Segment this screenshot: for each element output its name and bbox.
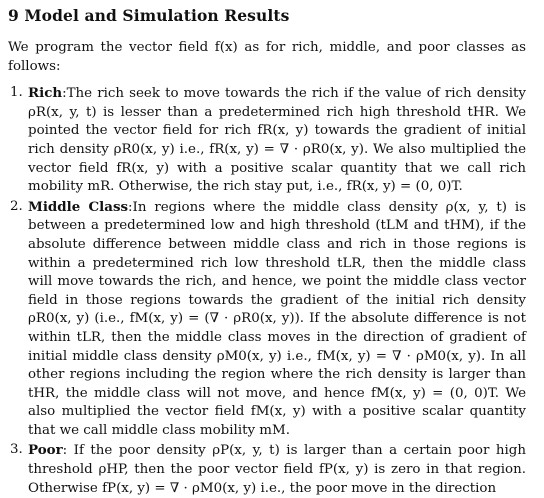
list-item-middle-class (8, 198, 526, 441)
item-title-rich: Rich (28, 85, 63, 102)
item-text-middle-class: :In regions where the middle class density ρ(x, y, t) is between a predetermined low and high threshold (tLM and tHM), if the absolute difference between middle class and rich in those regions is within a predetermined rich low threshold tLR, then the middle class will move towards the rich, and hence, we point the middle class vector field in those regions towards the gradient of the initial rich density ρR0(x, y) (i.e., fM(x, y) = (∇ · ρR0(x, y)). If the absolute difference is not within tLR, then the middle class moves in the direction of gradient of initial middle class density ρM0(x, y) i.e., fM(x, y) = ∇ · ρM0(x, y). In all other regions including the region where the rich density is larger than tHR, the middle class will not move, and hence fM(x, y) = (0, 0)T. We also multiplied the vector field fM(x, y) with a positive scalar quantity that we call middle class mobility mM. (28, 199, 527, 438)
item-number: 3. (10, 442, 23, 458)
item-title-poor: Poor (28, 442, 63, 459)
section-title: 9 Model and Simulation Results (8, 6, 290, 25)
item-text-poor: : If the poor density ρP(x, y, t) is larger than a certain poor high threshold ρHP, then the poor vector field fP(x, y) is zero in that region. Otherwise fP(x, y) = ∇ · ρM0(x, y) i.e., the poor move in the direction (28, 443, 526, 496)
class-list (8, 84, 526, 498)
item-text-rich: :The rich seek to move towards the rich if the value of rich density ρR(x, y, t) is lesser than a predetermined rich high threshold tHR. We pointed the vector field for rich fR(x, y) towards the gradient of initial rich density ρR0(x, y) i.e., fR(x, y) = ∇ · ρR0(x, y). We also multiplied the vector field fR(x, y) with a positive scalar quantity that we call rich mobility mR. Otherwise, the rich stay put, i.e., fR(x, y) = (0, 0)T. (28, 86, 526, 195)
list-item-poor (8, 441, 526, 498)
intro-paragraph: We program the vector field f(x) as for rich, middle, and poor classes as follows: (8, 40, 526, 74)
item-number: 2. (10, 198, 23, 214)
list-item-rich (8, 84, 526, 197)
item-number: 1. (10, 85, 23, 101)
item-title-middle-class: Middle Class (28, 198, 129, 215)
